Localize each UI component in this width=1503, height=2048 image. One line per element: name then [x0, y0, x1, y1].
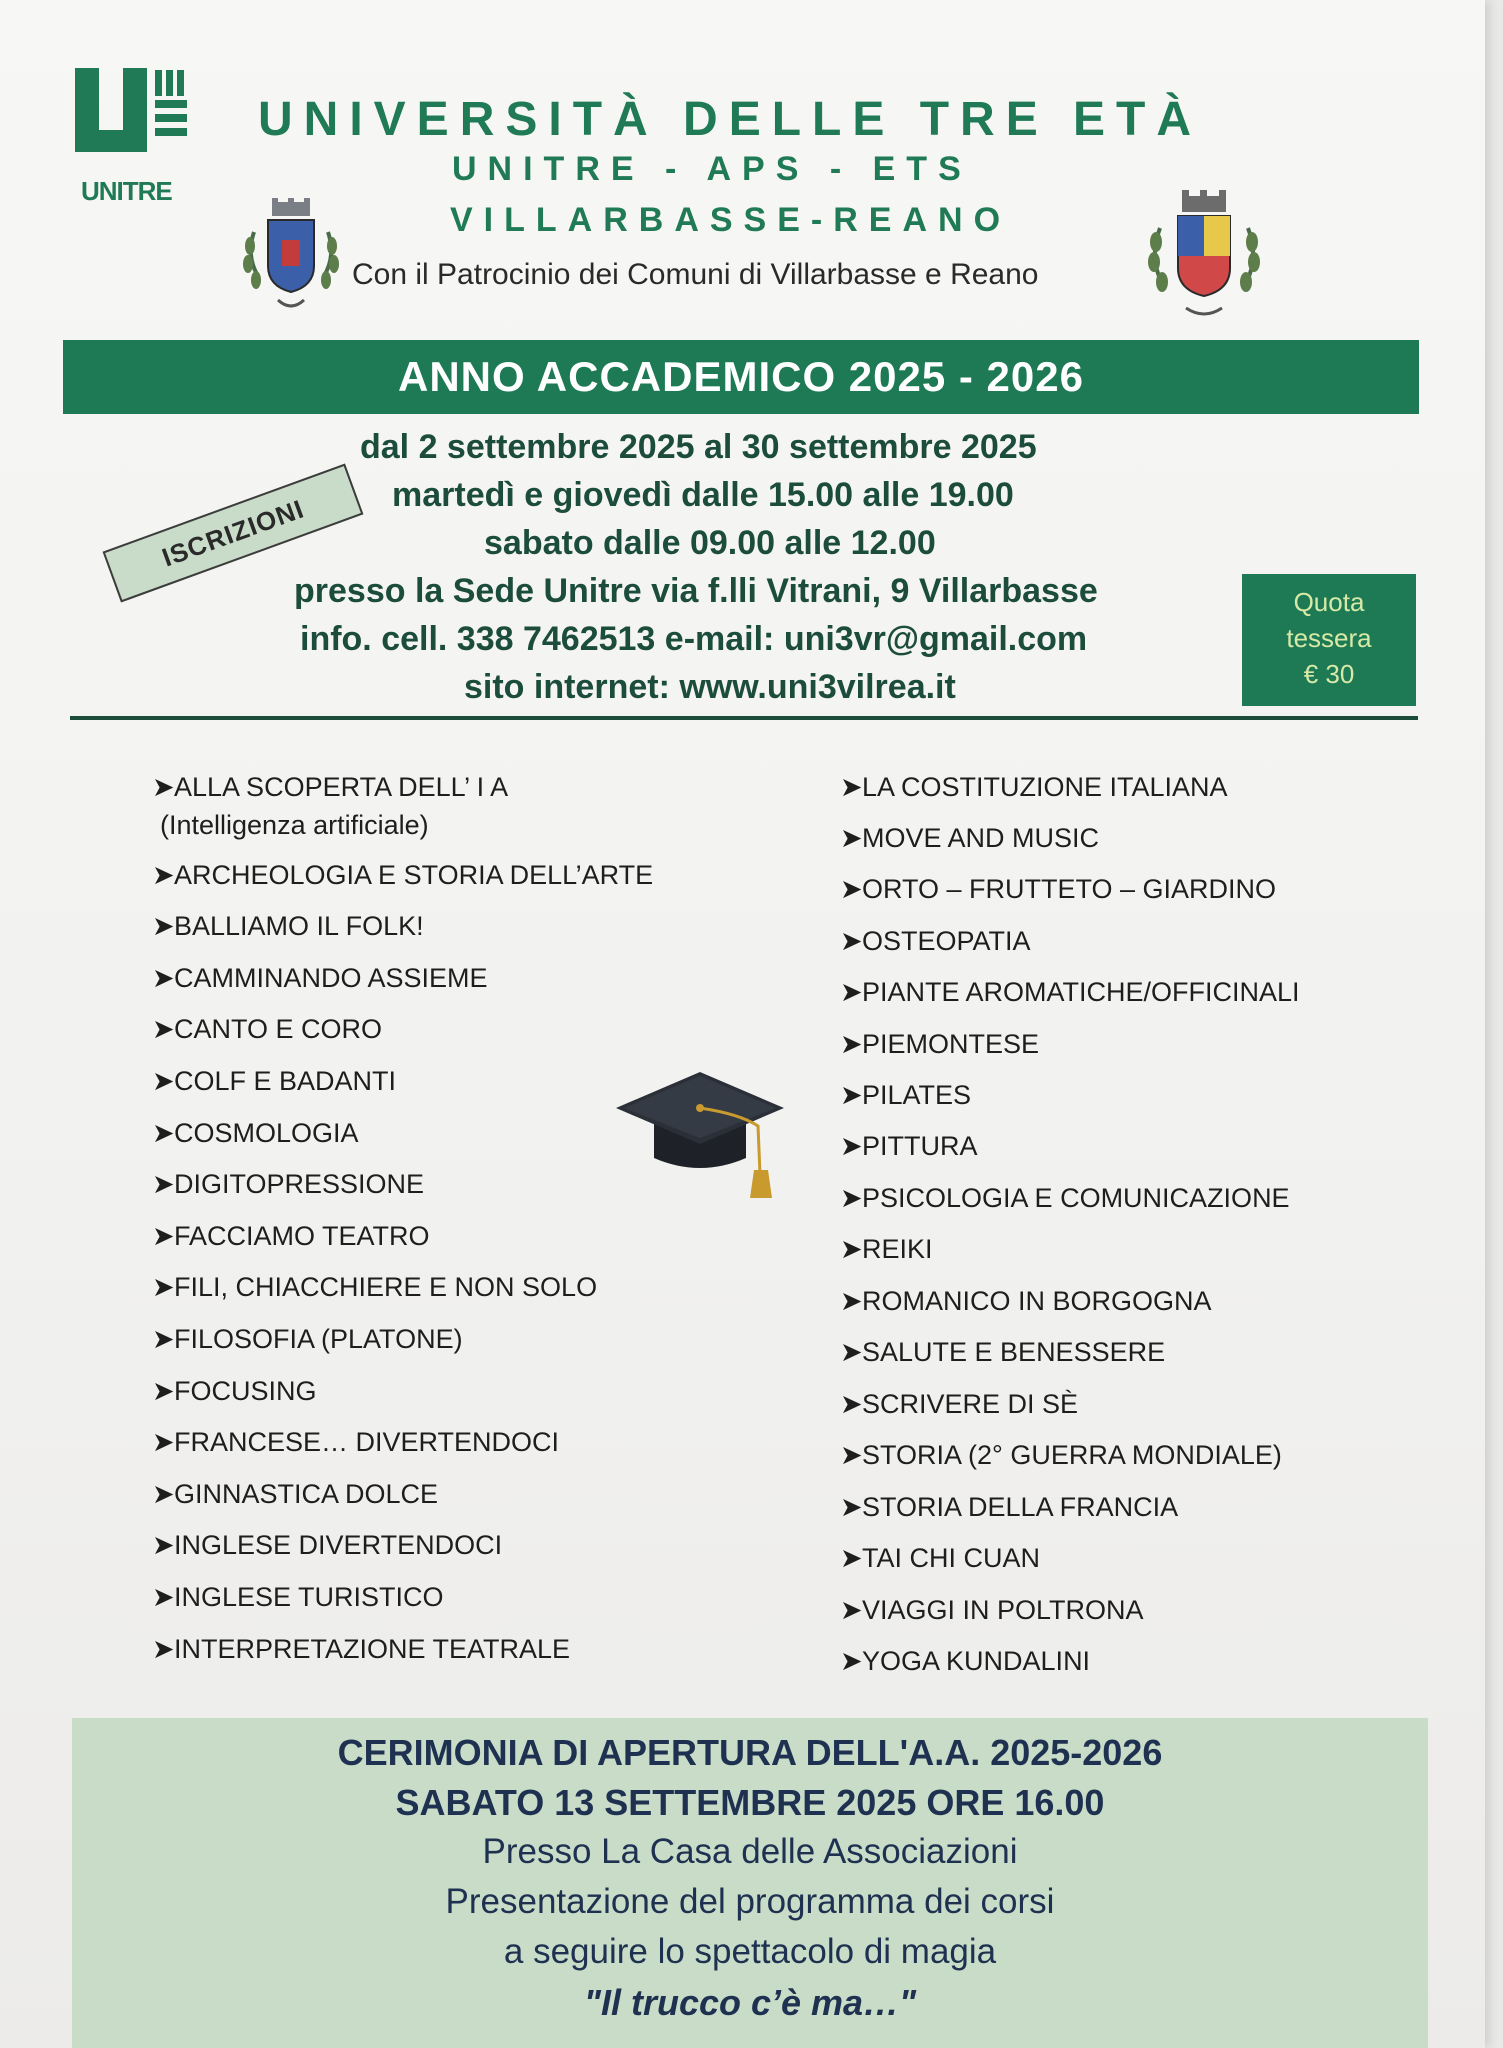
course-item: ➤PSICOLOGIA E COMUNICAZIONE	[840, 1183, 1290, 1213]
university-title: UNIVERSITÀ DELLE TRE ETÀ	[258, 93, 1203, 146]
arrow-bullet-icon: ➤	[840, 1492, 863, 1522]
arrow-bullet-icon: ➤	[840, 977, 863, 1007]
ceremony-date: SABATO 13 SETTEMBRE 2025 ORE 16.00	[395, 1782, 1105, 1823]
enrollment-saturday: sabato dalle 09.00 alle 12.00	[484, 524, 936, 562]
arrow-bullet-icon: ➤	[840, 1029, 863, 1059]
arrow-bullet-icon: ➤	[840, 1543, 863, 1573]
contact-info: info. cell. 338 7462513 e-mail: uni3vr@gmail.com	[300, 620, 1088, 658]
arrow-bullet-icon: ➤	[840, 772, 863, 802]
arrow-bullet-icon: ➤	[840, 1595, 863, 1625]
arrow-bullet-icon: ➤	[840, 1234, 863, 1264]
ceremony-title: CERIMONIA DI APERTURA DELL'A.A. 2025-2026	[337, 1732, 1163, 1773]
organization-subtitle: UNITRE - APS - ETS	[452, 150, 972, 188]
course-item: ➤CANTO E CORO	[152, 1014, 383, 1044]
arrow-bullet-icon: ➤	[152, 963, 175, 993]
quota-line-3: € 30	[1303, 659, 1355, 689]
course-item: ➤GINNASTICA DOLCE	[152, 1479, 439, 1509]
arrow-bullet-icon: ➤	[152, 911, 175, 941]
iscrizioni-stamp: ISCRIZIONI	[103, 464, 364, 603]
course-item: ➤STORIA (2° GUERRA MONDIALE)	[840, 1440, 1282, 1470]
course-item: ➤YOGA KUNDALINI	[840, 1646, 1091, 1676]
course-item: ➤ARCHEOLOGIA E STORIA DELL’ARTE	[152, 860, 654, 890]
show-title: "Il trucco c’è ma…"	[583, 1982, 917, 2023]
arrow-bullet-icon: ➤	[152, 1530, 175, 1560]
arrow-bullet-icon: ➤	[840, 1337, 863, 1367]
opening-ceremony-box	[72, 1718, 1428, 2048]
arrow-bullet-icon: ➤	[152, 1479, 175, 1509]
arrow-bullet-icon: ➤	[152, 1272, 175, 1302]
course-item: ➤ALLA SCOPERTA DELL’ I A	[152, 772, 509, 802]
arrow-bullet-icon: ➤	[840, 874, 863, 904]
arrow-bullet-icon: ➤	[840, 1440, 863, 1470]
arrow-bullet-icon: ➤	[152, 1634, 175, 1664]
course-item: ➤COLF E BADANTI	[152, 1066, 397, 1096]
arrow-bullet-icon: ➤	[840, 1131, 863, 1161]
course-item: ➤ROMANICO IN BORGOGNA	[840, 1286, 1212, 1316]
website: sito internet: www.uni3vilrea.it	[464, 668, 956, 706]
membership-fee-box	[1242, 574, 1416, 706]
arrow-bullet-icon: ➤	[152, 860, 175, 890]
arrow-bullet-icon: ➤	[152, 1118, 175, 1148]
course-item: ➤STORIA DELLA FRANCIA	[840, 1492, 1179, 1522]
enrollment-weekdays: martedì e giovedì dalle 15.00 alle 19.00	[392, 476, 1014, 514]
patronage-text: Con il Patrocinio dei Comuni di Villarbasse e Reano	[352, 258, 1039, 291]
course-item: ➤TAI CHI CUAN	[840, 1543, 1041, 1573]
villarbasse-crest-icon	[238, 196, 344, 318]
arrow-bullet-icon: ➤	[152, 1169, 175, 1199]
quota-line-1: Quota	[1293, 587, 1365, 617]
divider-line	[70, 716, 1418, 720]
arrow-bullet-icon: ➤	[840, 926, 863, 956]
arrow-bullet-icon: ➤	[152, 1066, 175, 1096]
course-item: ➤ORTO – FRUTTETO – GIARDINO	[840, 874, 1277, 904]
course-item: ➤INTERPRETAZIONE TEATRALE	[152, 1634, 571, 1664]
course-item: ➤BALLIAMO IL FOLK!	[152, 911, 424, 941]
enrollment-venue: presso la Sede Unitre via f.lli Vitrani, 9 Villarbasse	[294, 572, 1098, 610]
course-item: ➤COSMOLOGIA	[152, 1118, 359, 1148]
course-item: ➤VIAGGI IN POLTRONA	[840, 1595, 1144, 1625]
arrow-bullet-icon: ➤	[840, 1286, 863, 1316]
arrow-bullet-icon: ➤	[152, 1324, 175, 1354]
course-item: ➤OSTEOPATIA	[840, 926, 1031, 956]
reano-crest-icon	[1142, 190, 1266, 322]
quota-line-2: tessera	[1286, 623, 1372, 653]
course-item-note: (Intelligenza artificiale)	[160, 810, 429, 840]
graduation-cap-icon	[610, 1066, 790, 1211]
arrow-bullet-icon: ➤	[152, 1427, 175, 1457]
course-item: ➤FRANCESE… DIVERTENDOCI	[152, 1427, 560, 1457]
ceremony-venue: Presso La Casa delle Associazioni	[482, 1832, 1018, 1871]
course-item: ➤PITTURA	[840, 1131, 978, 1161]
course-item: ➤MOVE AND MUSIC	[840, 823, 1100, 853]
course-item: ➤FACCIAMO TEATRO	[152, 1221, 430, 1251]
course-item: ➤FOCUSING	[152, 1376, 317, 1406]
course-item: ➤CAMMINANDO ASSIEME	[152, 963, 488, 993]
course-item: ➤LA COSTITUZIONE ITALIANA	[840, 772, 1228, 802]
course-item: ➤DIGITOPRESSIONE	[152, 1169, 425, 1199]
ceremony-show: a seguire lo spettacolo di magia	[503, 1932, 997, 1971]
course-item: ➤REIKI	[840, 1234, 933, 1264]
arrow-bullet-icon: ➤	[840, 1183, 863, 1213]
arrow-bullet-icon: ➤	[840, 1080, 863, 1110]
ceremony-program: Presentazione del programma dei corsi	[445, 1882, 1055, 1921]
arrow-bullet-icon: ➤	[152, 1221, 175, 1251]
course-item: ➤INGLESE DIVERTENDOCI	[152, 1530, 503, 1560]
arrow-bullet-icon: ➤	[840, 1646, 863, 1676]
course-item: ➤FILOSOFIA (PLATONE)	[152, 1324, 463, 1354]
location-title: VILLARBASSE-REANO	[450, 201, 1012, 239]
course-item: ➤PIEMONTESE	[840, 1029, 1040, 1059]
course-item: ➤SCRIVERE DI SÈ	[840, 1389, 1079, 1419]
course-item: ➤SALUTE E BENESSERE	[840, 1337, 1166, 1367]
logo-label: UNITRE	[81, 176, 172, 206]
enrollment-dates: dal 2 settembre 2025 al 30 settembre 2025	[360, 428, 1037, 466]
arrow-bullet-icon: ➤	[840, 823, 863, 853]
course-item: ➤FILI, CHIACCHIERE E NON SOLO	[152, 1272, 598, 1302]
course-item: ➤INGLESE TURISTICO	[152, 1582, 444, 1612]
unitre-logo	[75, 68, 215, 208]
arrow-bullet-icon: ➤	[152, 772, 175, 802]
arrow-bullet-icon: ➤	[152, 1582, 175, 1612]
academic-year-band: ANNO ACCADEMICO 2025 - 2026	[63, 340, 1419, 414]
course-item: ➤PIANTE AROMATICHE/OFFICINALI	[840, 977, 1300, 1007]
arrow-bullet-icon: ➤	[152, 1376, 175, 1406]
arrow-bullet-icon: ➤	[152, 1014, 175, 1044]
arrow-bullet-icon: ➤	[840, 1389, 863, 1419]
course-item: ➤PILATES	[840, 1080, 972, 1110]
